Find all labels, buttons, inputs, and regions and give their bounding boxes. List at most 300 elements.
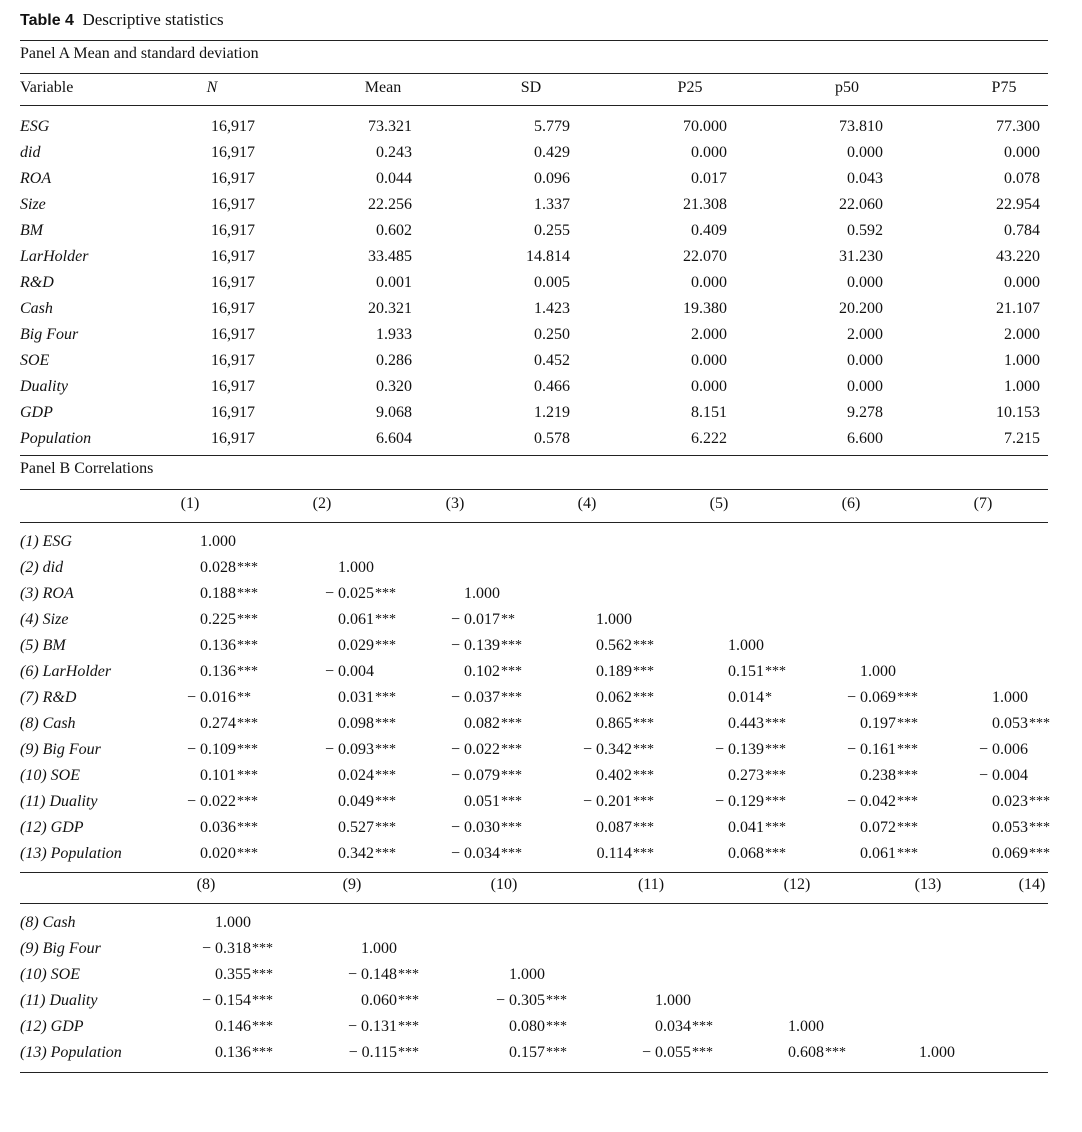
significance-stars: ***	[1029, 794, 1050, 809]
correlation-value: − 0.131	[347, 1018, 397, 1035]
row-label: (9) Big Four	[20, 741, 101, 758]
significance-stars: ***	[1029, 846, 1050, 861]
correlation-value: 0.527	[338, 819, 374, 836]
significance-stars: ***	[237, 664, 258, 679]
column-header: (11)	[637, 876, 665, 893]
variable-label: SOE	[20, 352, 50, 369]
significance-stars: ***	[765, 794, 786, 809]
stat-value: 0.000	[1004, 144, 1040, 161]
row-label: (12) GDP	[20, 819, 84, 836]
stat-value: 0.409	[691, 222, 727, 239]
significance-stars: ***	[765, 742, 786, 757]
significance-stars: *	[765, 690, 772, 705]
column-header: (7)	[973, 495, 993, 512]
row-label: (11) Duality	[20, 793, 98, 810]
column-header: (8)	[196, 876, 216, 893]
stat-value: 16,917	[211, 300, 255, 317]
variable-label: Cash	[20, 300, 53, 317]
significance-stars: ***	[633, 716, 654, 731]
stat-value: 1.000	[1004, 352, 1040, 369]
stat-value: 0.000	[847, 144, 883, 161]
significance-stars: ***	[237, 716, 258, 731]
correlation-value: − 0.318	[201, 940, 251, 957]
significance-stars: ***	[375, 794, 396, 809]
stat-value: 0.250	[534, 326, 570, 343]
correlation-value: 0.608	[788, 1044, 824, 1061]
correlation-value: 0.068	[728, 845, 764, 862]
correlation-value: − 0.154	[201, 992, 251, 1009]
column-header: (6)	[841, 495, 861, 512]
stat-value: 5.779	[534, 118, 570, 135]
significance-stars: ***	[237, 768, 258, 783]
stat-value: 0.005	[534, 274, 570, 291]
correlation-value: 1.000	[596, 611, 632, 628]
column-header: SD	[520, 79, 542, 96]
stat-value: 1.337	[534, 196, 570, 213]
significance-stars: ***	[398, 967, 419, 982]
correlation-value: 1.000	[788, 1018, 824, 1035]
stat-value: 22.954	[996, 196, 1040, 213]
significance-stars: ***	[765, 664, 786, 679]
correlation-value: − 0.139	[714, 741, 764, 758]
variable-label: LarHolder	[20, 248, 89, 265]
bottom-rule	[20, 1072, 1048, 1073]
significance-stars: ***	[398, 1045, 419, 1060]
significance-stars: ***	[633, 742, 654, 757]
stat-value: 16,917	[211, 248, 255, 265]
stat-value: 0.043	[847, 170, 883, 187]
row-label: (8) Cash	[20, 715, 76, 732]
stat-value: 22.060	[839, 196, 883, 213]
correlation-value: 0.087	[596, 819, 632, 836]
significance-stars: ***	[501, 820, 522, 835]
significance-stars: ***	[825, 1045, 846, 1060]
stat-value: 0.000	[691, 352, 727, 369]
stat-value: 0.784	[1004, 222, 1040, 239]
variable-label: did	[20, 144, 41, 161]
panel-a-bottom-rule	[20, 455, 1048, 456]
column-header: (9)	[342, 876, 362, 893]
stat-value: 0.000	[847, 352, 883, 369]
stat-value: 0.017	[691, 170, 727, 187]
correlation-value: − 0.006	[978, 741, 1028, 758]
table-number: Table 4	[20, 12, 74, 29]
panel-a-title: Panel A Mean and standard deviation	[20, 45, 259, 62]
stat-value: 0.078	[1004, 170, 1040, 187]
significance-stars: ***	[765, 820, 786, 835]
significance-stars: ***	[375, 690, 396, 705]
stat-value: 0.255	[534, 222, 570, 239]
variable-label: Size	[20, 196, 46, 213]
correlation-value: 0.101	[200, 767, 236, 784]
stat-value: 0.286	[376, 352, 412, 369]
column-header: (3)	[445, 495, 465, 512]
significance-stars: ***	[252, 941, 273, 956]
significance-stars: ***	[375, 846, 396, 861]
stat-value: 0.000	[1004, 274, 1040, 291]
variable-label: GDP	[20, 404, 53, 421]
stat-value: 6.222	[691, 430, 727, 447]
correlation-value: − 0.004	[324, 663, 374, 680]
significance-stars: ***	[398, 993, 419, 1008]
variable-label: BM	[20, 222, 44, 239]
stat-value: 6.604	[376, 430, 412, 447]
panel-a-header-bottom-rule	[20, 105, 1048, 106]
stat-value: 9.278	[847, 404, 883, 421]
stat-value: 31.230	[839, 248, 883, 265]
row-label: (8) Cash	[20, 914, 76, 931]
stat-value: 8.151	[691, 404, 727, 421]
stat-value: 20.200	[839, 300, 883, 317]
correlation-value: 0.028	[200, 559, 236, 576]
correlation-value: 0.197	[860, 715, 896, 732]
row-label: (13) Population	[20, 1044, 122, 1061]
correlation-value: 0.157	[509, 1044, 545, 1061]
correlation-value: − 0.161	[846, 741, 896, 758]
column-header: P25	[677, 79, 703, 96]
panel-b-block2-header-rule	[20, 903, 1048, 904]
row-label: (3) ROA	[20, 585, 74, 602]
correlation-value: − 0.139	[450, 637, 500, 654]
stat-value: 20.321	[368, 300, 412, 317]
significance-stars: ***	[252, 1019, 273, 1034]
significance-stars: ***	[633, 820, 654, 835]
stat-value: 0.096	[534, 170, 570, 187]
stat-value: 16,917	[211, 352, 255, 369]
significance-stars: ***	[501, 846, 522, 861]
significance-stars: ***	[375, 612, 396, 627]
stat-value: 1.933	[376, 326, 412, 343]
significance-stars: ***	[1029, 820, 1050, 835]
correlation-value: − 0.079	[450, 767, 500, 784]
stat-value: 16,917	[211, 222, 255, 239]
correlation-value: 1.000	[464, 585, 500, 602]
correlation-value: − 0.115	[348, 1044, 397, 1061]
correlation-value: − 0.129	[714, 793, 764, 810]
row-label: (10) SOE	[20, 767, 80, 784]
significance-stars: ***	[897, 690, 918, 705]
stat-value: 0.000	[691, 274, 727, 291]
correlation-value: 0.062	[596, 689, 632, 706]
correlation-value: 0.151	[728, 663, 764, 680]
column-header: (12)	[783, 876, 811, 893]
row-label: (9) Big Four	[20, 940, 101, 957]
significance-stars: ***	[237, 794, 258, 809]
row-label: (7) R&D	[20, 689, 77, 706]
stat-value: 73.810	[839, 118, 883, 135]
significance-stars: ***	[633, 664, 654, 679]
stat-value: 0.000	[847, 274, 883, 291]
table-caption	[20, 10, 224, 30]
correlation-value: 0.080	[509, 1018, 545, 1035]
correlation-value: 0.225	[200, 611, 236, 628]
correlation-value: − 0.004	[978, 767, 1028, 784]
significance-stars: ***	[237, 820, 258, 835]
correlation-value: 0.136	[215, 1044, 251, 1061]
significance-stars: ***	[237, 638, 258, 653]
significance-stars: ***	[252, 1045, 273, 1060]
significance-stars: ***	[375, 638, 396, 653]
row-label: (6) LarHolder	[20, 663, 112, 680]
variable-label: ROA	[20, 170, 52, 187]
column-header: (4)	[577, 495, 597, 512]
correlation-value: 0.061	[860, 845, 896, 862]
correlation-value: 0.034	[655, 1018, 691, 1035]
stat-value: 73.321	[368, 118, 412, 135]
correlation-value: − 0.093	[324, 741, 374, 758]
correlation-value: 0.051	[464, 793, 500, 810]
correlation-value: 1.000	[860, 663, 896, 680]
correlation-value: 0.082	[464, 715, 500, 732]
significance-stars: ***	[897, 846, 918, 861]
stat-value: 10.153	[996, 404, 1040, 421]
correlation-value: 1.000	[919, 1044, 955, 1061]
correlation-value: − 0.017	[450, 611, 500, 628]
correlation-value: 0.041	[728, 819, 764, 836]
panel-a-header-top-rule	[20, 73, 1048, 74]
stat-value: 16,917	[211, 430, 255, 447]
row-label: (5) BM	[20, 637, 66, 654]
significance-stars: ***	[692, 1045, 713, 1060]
correlation-value: 0.024	[338, 767, 374, 784]
stat-value: 16,917	[211, 118, 255, 135]
correlation-value: 0.020	[200, 845, 236, 862]
variable-label: R&D	[20, 274, 54, 291]
stat-value: 0.578	[534, 430, 570, 447]
correlation-value: 0.402	[596, 767, 632, 784]
significance-stars: ***	[237, 586, 258, 601]
stat-value: 16,917	[211, 144, 255, 161]
correlation-value: − 0.069	[846, 689, 896, 706]
significance-stars: ***	[546, 993, 567, 1008]
row-label: (11) Duality	[20, 992, 98, 1009]
row-label: (12) GDP	[20, 1018, 84, 1035]
correlation-value: 0.114	[596, 845, 632, 862]
correlation-value: 0.098	[338, 715, 374, 732]
correlation-value: 1.000	[361, 940, 397, 957]
correlation-value: 0.238	[860, 767, 896, 784]
correlation-value: 0.443	[728, 715, 764, 732]
correlation-value: − 0.025	[324, 585, 374, 602]
significance-stars: ***	[633, 794, 654, 809]
column-header: (1)	[180, 495, 200, 512]
correlation-value: 1.000	[992, 689, 1028, 706]
correlation-value: − 0.030	[450, 819, 500, 836]
significance-stars: ***	[633, 690, 654, 705]
significance-stars: ***	[633, 846, 654, 861]
correlation-value: 0.273	[728, 767, 764, 784]
stat-value: 0.429	[534, 144, 570, 161]
stat-value: 0.602	[376, 222, 412, 239]
significance-stars: ***	[765, 716, 786, 731]
correlation-value: − 0.305	[495, 992, 545, 1009]
column-header: N	[206, 79, 218, 96]
stat-value: 0.000	[847, 378, 883, 395]
stat-value: 1.423	[534, 300, 570, 317]
significance-stars: ***	[633, 638, 654, 653]
stat-value: 9.068	[376, 404, 412, 421]
correlation-value: 0.014	[728, 689, 764, 706]
variable-label: ESG	[20, 118, 50, 135]
stat-value: 16,917	[211, 196, 255, 213]
correlation-value: 0.102	[464, 663, 500, 680]
correlation-value: − 0.342	[582, 741, 632, 758]
significance-stars: **	[237, 690, 251, 705]
correlation-value: 0.189	[596, 663, 632, 680]
significance-stars: ***	[692, 1019, 713, 1034]
stat-value: 0.000	[691, 378, 727, 395]
column-header: (14)	[1018, 876, 1046, 893]
row-label: (13) Population	[20, 845, 122, 862]
correlation-value: 0.049	[338, 793, 374, 810]
correlation-value: − 0.016	[186, 689, 236, 706]
top-rule	[20, 40, 1048, 41]
significance-stars: ***	[375, 768, 396, 783]
significance-stars: **	[501, 612, 515, 627]
significance-stars: ***	[501, 716, 522, 731]
significance-stars: ***	[897, 742, 918, 757]
variable-label: Population	[20, 430, 92, 447]
correlation-value: 0.036	[200, 819, 236, 836]
panel-b-title: Panel B Correlations	[20, 460, 154, 477]
significance-stars: ***	[546, 1019, 567, 1034]
correlation-value: − 0.109	[186, 741, 236, 758]
significance-stars: ***	[375, 716, 396, 731]
table-title: Descriptive statistics	[82, 10, 224, 29]
column-header: (5)	[709, 495, 729, 512]
column-header: (2)	[312, 495, 332, 512]
panel-b-block1-bottom-rule	[20, 872, 1048, 873]
stat-value: 22.256	[368, 196, 412, 213]
significance-stars: ***	[501, 690, 522, 705]
stat-value: 14.814	[526, 248, 570, 265]
correlation-value: 1.000	[728, 637, 764, 654]
stat-value: 1.000	[1004, 378, 1040, 395]
correlation-value: − 0.201	[582, 793, 632, 810]
correlation-value: 1.000	[655, 992, 691, 1009]
significance-stars: ***	[501, 768, 522, 783]
stat-value: 22.070	[683, 248, 727, 265]
correlation-value: − 0.022	[450, 741, 500, 758]
significance-stars: ***	[237, 612, 258, 627]
correlation-value: 0.865	[596, 715, 632, 732]
stat-value: 6.600	[847, 430, 883, 447]
stat-value: 21.107	[996, 300, 1040, 317]
correlation-value: 0.053	[992, 715, 1028, 732]
correlation-value: 0.072	[860, 819, 896, 836]
correlation-value: 0.274	[200, 715, 236, 732]
row-label: (1) ESG	[20, 533, 72, 550]
column-header-variable: Variable	[20, 79, 74, 96]
stat-value: 16,917	[211, 378, 255, 395]
correlation-value: − 0.037	[450, 689, 500, 706]
stat-value: 21.308	[683, 196, 727, 213]
stat-value: 0.466	[534, 378, 570, 395]
significance-stars: ***	[501, 638, 522, 653]
significance-stars: ***	[633, 768, 654, 783]
correlation-value: − 0.042	[846, 793, 896, 810]
correlation-value: 0.031	[338, 689, 374, 706]
correlation-value: 0.053	[992, 819, 1028, 836]
stat-value: 77.300	[996, 118, 1040, 135]
stat-value: 16,917	[211, 404, 255, 421]
correlation-value: − 0.034	[450, 845, 500, 862]
significance-stars: ***	[501, 664, 522, 679]
correlation-value: 0.146	[215, 1018, 251, 1035]
significance-stars: ***	[1029, 716, 1050, 731]
row-label: (4) Size	[20, 611, 69, 628]
significance-stars: ***	[501, 794, 522, 809]
row-label: (2) did	[20, 559, 64, 576]
significance-stars: ***	[375, 586, 396, 601]
correlation-value: 1.000	[338, 559, 374, 576]
stat-value: 0.000	[691, 144, 727, 161]
significance-stars: ***	[252, 993, 273, 1008]
correlation-value: 1.000	[200, 533, 236, 550]
stat-value: 0.243	[376, 144, 412, 161]
significance-stars: ***	[237, 846, 258, 861]
stat-value: 1.219	[534, 404, 570, 421]
column-header: (13)	[914, 876, 942, 893]
stat-value: 0.001	[376, 274, 412, 291]
correlation-value: 0.136	[200, 663, 236, 680]
stat-value: 16,917	[211, 170, 255, 187]
significance-stars: ***	[375, 742, 396, 757]
stat-value: 43.220	[996, 248, 1040, 265]
stat-value: 19.380	[683, 300, 727, 317]
stat-value: 0.320	[376, 378, 412, 395]
correlation-value: 1.000	[509, 966, 545, 983]
panel-b-header-bottom-rule	[20, 522, 1048, 523]
stat-value: 7.215	[1004, 430, 1040, 447]
stat-value: 2.000	[1004, 326, 1040, 343]
correlation-value: 0.029	[338, 637, 374, 654]
correlation-value: 0.136	[200, 637, 236, 654]
significance-stars: ***	[237, 560, 258, 575]
significance-stars: ***	[546, 1045, 567, 1060]
panel-b-header-top-rule	[20, 489, 1048, 490]
significance-stars: ***	[897, 820, 918, 835]
correlation-value: − 0.055	[641, 1044, 691, 1061]
correlation-value: 0.023	[992, 793, 1028, 810]
significance-stars: ***	[398, 1019, 419, 1034]
variable-label: Duality	[20, 378, 68, 395]
stat-value: 2.000	[691, 326, 727, 343]
stat-value: 0.592	[847, 222, 883, 239]
correlation-value: 0.188	[200, 585, 236, 602]
significance-stars: ***	[765, 846, 786, 861]
variable-label: Big Four	[20, 326, 79, 343]
correlation-value: 0.061	[338, 611, 374, 628]
correlation-value: 0.342	[338, 845, 374, 862]
significance-stars: ***	[237, 742, 258, 757]
significance-stars: ***	[897, 794, 918, 809]
significance-stars: ***	[375, 820, 396, 835]
significance-stars: ***	[897, 716, 918, 731]
stat-value: 2.000	[847, 326, 883, 343]
stat-value: 70.000	[683, 118, 727, 135]
correlation-value: − 0.022	[186, 793, 236, 810]
stat-value: 0.044	[376, 170, 412, 187]
column-header: P75	[991, 79, 1017, 96]
column-header: Mean	[364, 79, 402, 96]
row-label: (10) SOE	[20, 966, 80, 983]
significance-stars: ***	[897, 768, 918, 783]
stat-value: 16,917	[211, 274, 255, 291]
stat-value: 16,917	[211, 326, 255, 343]
column-header: (10)	[490, 876, 518, 893]
stat-value: 33.485	[368, 248, 412, 265]
